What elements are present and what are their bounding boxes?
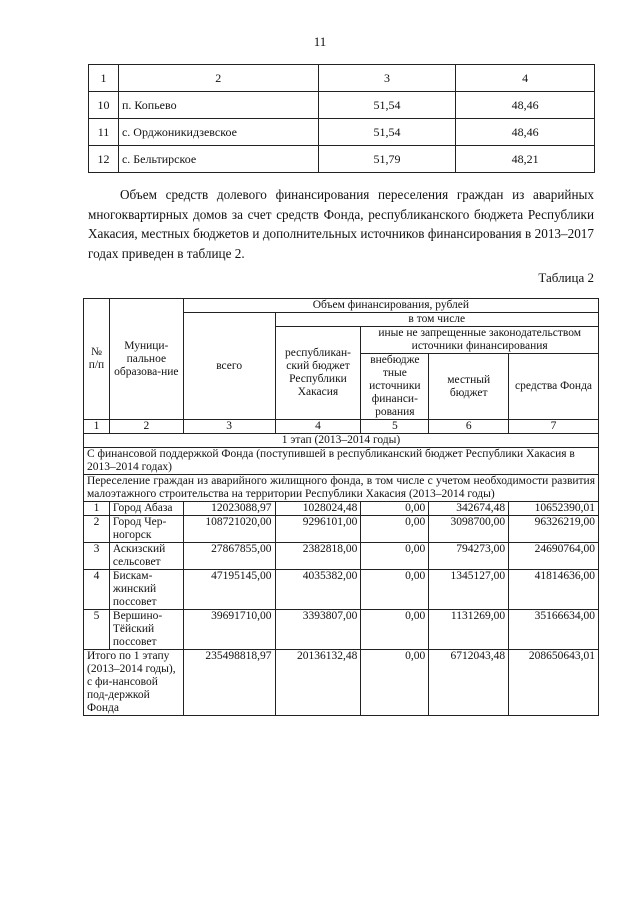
extrabudget-cell: 0,00 [361,502,429,516]
section-fund-support: С финансовой поддержкой Фонда (поступившей в республиканский бюджет Республики Хакасия в 2013–2014 годах) [84,448,599,475]
header-cell: 3 [318,65,456,92]
col-number: 7 [509,420,599,434]
header-municipality: Муници-пальное образова-ние [109,299,183,420]
header-cell: 2 [118,65,318,92]
total-label: Итого по 1 этапу (2013–2014 годы), с фи-нансовой под-держкой Фонда [84,650,184,716]
section-resettlement: Переселение граждан из аварийного жилищного фонда, в том числе с учетом необходимости развития малоэтажного строительства на территории Республики Хакасия (2013–2014 годы) [84,475,599,502]
municipality-name: Аскизский сельсовет [109,543,183,570]
local-budget-cell: 794273,00 [429,543,509,570]
stage-heading: 1 этап (2013–2014 годы) [84,434,599,448]
header-republic-budget: республикан-ский бюджет Республики Хакасия [275,327,361,420]
row-number: 10 [89,92,119,119]
header-fund: средства Фонда [509,354,599,420]
header-cell: 1 [89,65,119,92]
republic-budget-cell: 9296101,00 [275,516,361,543]
value-cell: 48,46 [456,92,595,119]
body-paragraph: Объем средств долевого финансирования переселения граждан из аварийных многоквартирных домов за счет средств Фонда, республиканского бюджета Республики Хакасия, местных бюджетов и дополнительных источников финансирования в 2013–2017 годах приведен в таблице 2. [88,187,594,261]
table-row [84,610,599,650]
header-extrabudget: внебюдже тные источники финанси-рования [361,354,429,420]
row-number: 5 [84,610,110,650]
row-number: 2 [84,516,110,543]
fund-cell: 24690764,00 [509,543,599,570]
settlement-name: с. Орджоникидзевское [118,119,318,146]
extrabudget-cell: 0,00 [361,650,429,716]
table-caption: Таблица 2 [538,270,594,285]
header-including: в том числе [275,313,598,327]
header-total: всего [183,313,275,420]
local-budget-cell: 1131269,00 [429,610,509,650]
total-cell: 12023088,97 [183,502,275,516]
fund-cell: 208650643,01 [509,650,599,716]
table-row [84,570,599,610]
municipality-name: Бискам-жинский поссовет [109,570,183,610]
row-number: 12 [89,146,119,173]
extrabudget-cell: 0,00 [361,543,429,570]
col-number: 2 [109,420,183,434]
header-cell: 4 [456,65,595,92]
value-cell: 51,54 [318,92,456,119]
total-cell: 108721020,00 [183,516,275,543]
header-local-budget: местный бюджет [429,354,509,420]
total-cell: 27867855,00 [183,543,275,570]
col-number: 5 [361,420,429,434]
row-number: 1 [84,502,110,516]
settlement-name: с. Бельтирское [118,146,318,173]
table-row [89,119,595,146]
table-row [84,502,599,516]
table-row [89,92,595,119]
value-cell: 48,46 [456,119,595,146]
table-row [89,146,595,173]
row-number: 4 [84,570,110,610]
total-cell: 235498818,97 [183,650,275,716]
value-cell: 48,21 [456,146,595,173]
total-cell: 39691710,00 [183,610,275,650]
local-budget-cell: 6712043,48 [429,650,509,716]
col-number: 4 [275,420,361,434]
row-number: 3 [84,543,110,570]
local-budget-cell: 342674,48 [429,502,509,516]
municipality-name: Вершино-Тёйский поссовет [109,610,183,650]
fund-cell: 96326219,00 [509,516,599,543]
settlement-name: п. Копьево [118,92,318,119]
page-number: 11 [313,34,327,49]
col-number: 6 [429,420,509,434]
total-row [84,650,599,716]
value-cell: 51,79 [318,146,456,173]
header-num: № п/п [84,299,110,420]
row-number: 11 [89,119,119,146]
municipality-name: Город Чер-ногорск [109,516,183,543]
table-row [84,516,599,543]
value-cell: 51,54 [318,119,456,146]
col-number: 3 [183,420,275,434]
extrabudget-cell: 0,00 [361,570,429,610]
republic-budget-cell: 20136132,48 [275,650,361,716]
header-other-sources: иные не запрещенные законодательством источники финансирования [361,327,599,354]
fund-cell: 35166634,00 [509,610,599,650]
fund-cell: 41814636,00 [509,570,599,610]
extrabudget-cell: 0,00 [361,516,429,543]
column-numbers-row [84,420,599,434]
top-table-header-row [89,65,595,92]
local-budget-cell: 1345127,00 [429,570,509,610]
header-volume: Объем финансирования, рублей [183,299,598,313]
top-table [88,64,595,173]
financing-table [83,298,599,716]
republic-budget-cell: 2382818,00 [275,543,361,570]
table-row [84,543,599,570]
total-cell: 47195145,00 [183,570,275,610]
fund-cell: 10652390,01 [509,502,599,516]
local-budget-cell: 3098700,00 [429,516,509,543]
municipality-name: Город Абаза [109,502,183,516]
extrabudget-cell: 0,00 [361,610,429,650]
col-number: 1 [84,420,110,434]
republic-budget-cell: 1028024,48 [275,502,361,516]
republic-budget-cell: 3393807,00 [275,610,361,650]
republic-budget-cell: 4035382,00 [275,570,361,610]
